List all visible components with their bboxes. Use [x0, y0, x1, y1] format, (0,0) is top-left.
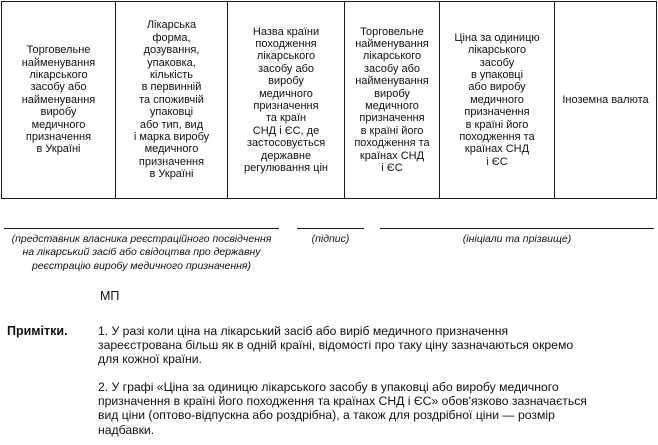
- seal-label: МП: [100, 289, 120, 303]
- header-cell-foreign-currency: Іноземна валюта: [555, 2, 657, 199]
- header-cell-unit-price: Ціна за одиницю лікарського засобу в упаковці або виробу медичного призначення в країні його походження та країнах СНД і ЄС: [440, 2, 555, 199]
- representative-caption: (представник власника реєстраційного посвідчення на лікарський засіб або свідоцтва про державну реєстрацію виробу медичного призначення): [11, 233, 272, 272]
- header-cell-trade-name-ukraine: Торговельне найменування лікарського засобу або найменування виробу медичного призначення в Україні: [2, 2, 116, 199]
- name-line: [380, 228, 654, 229]
- header-cell-trade-name-origin: Торговельне найменування лікарського засобу або найменування виробу медичного призначення в країні його походження та країнах СНД і ЄС: [345, 2, 440, 199]
- name-caption: (ініціали та прізвище): [462, 233, 572, 245]
- notes-title: Примітки.: [7, 324, 68, 338]
- signature-line: [297, 228, 364, 229]
- header-cell-dosage-form: Лікарська форма, дозування, упаковка, кількість в первинній та споживчій упаковці або тип, вид і марка виробу медичного призначення в Україні: [116, 2, 228, 199]
- signature-caption: (підпис): [311, 233, 350, 245]
- header-cell-country-of-origin: Назва країни походження лікарського засобу або виробу медичного призначення та країн СНД і ЄС, де застосовується державне регулювання цін: [228, 2, 345, 199]
- note-item-1: 1. У разі коли ціна на лікарський засіб або виріб медичного призначення зареєстрована більш як в одній країні, відомості про таку ціну зазначаються окремо для кожної країни.: [98, 324, 574, 367]
- header-row: [2, 2, 657, 199]
- representative-signature-line: [4, 228, 279, 229]
- note-item-2: 2. У графі «Ціна за одиницю лікарського засобу в упаковці або виробу медичного призначення в країні його походження та країнах СНД і ЄС» обов'язково зазначається вид ціни (оптово-відпускна або роздрібна), а також для роздрібної ціни — розмір надбавки.: [98, 380, 587, 437]
- price-header-table: [1, 1, 657, 199]
